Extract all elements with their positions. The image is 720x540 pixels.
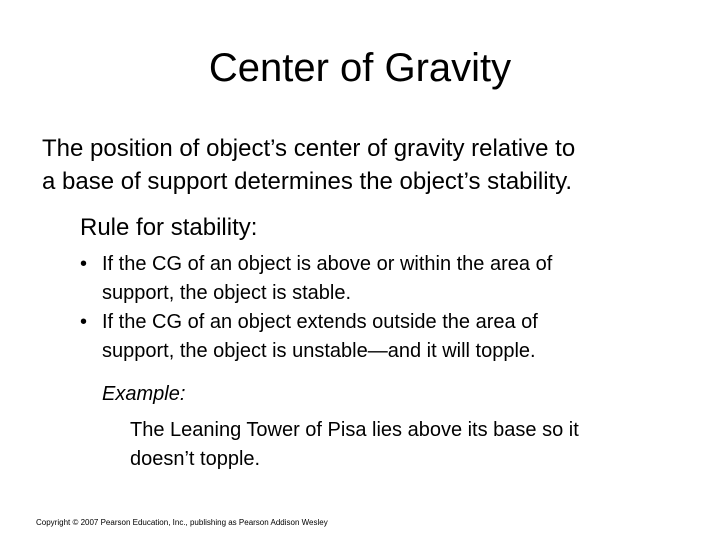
intro-line-2: a base of support determines the object’s stability. xyxy=(42,168,573,195)
rule-heading: Rule for stability: xyxy=(80,214,258,241)
example-text xyxy=(130,416,700,474)
bullet-line: support, the object is stable. xyxy=(102,282,352,304)
rule-bullet-stable xyxy=(80,250,700,308)
copyright-footer: Copyright © 2007 Pearson Education, Inc., publishing as Pearson Addison Wesley xyxy=(36,518,328,527)
bullet-icon: • xyxy=(80,311,88,333)
rule-bullet-list xyxy=(80,250,700,366)
slide-title: Center of Gravity xyxy=(208,46,512,90)
intro-paragraph xyxy=(42,132,702,198)
rule-bullet-unstable xyxy=(80,308,700,366)
bullet-line: support, the object is unstable—and it will topple. xyxy=(102,340,536,362)
example-label: Example: xyxy=(102,383,186,405)
intro-line-1: The position of object’s center of gravity relative to xyxy=(42,135,576,162)
example-line-1: The Leaning Tower of Pisa lies above its base so it xyxy=(130,419,579,441)
bullet-line: If the CG of an object is above or within the area of xyxy=(102,253,553,275)
bullet-icon: • xyxy=(80,253,88,275)
example-line-2: doesn’t topple. xyxy=(130,448,261,470)
bullet-line: If the CG of an object extends outside the area of xyxy=(102,311,538,333)
